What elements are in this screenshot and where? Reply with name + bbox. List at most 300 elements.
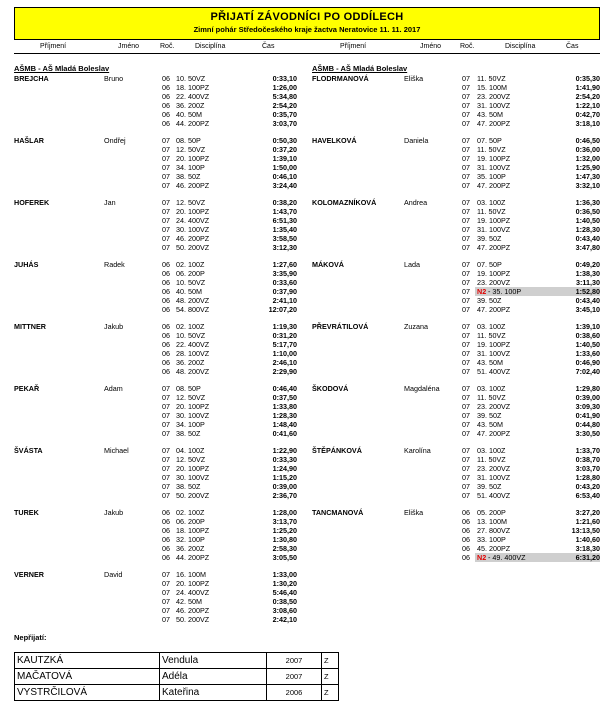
rejected-table: [14, 652, 339, 701]
n2-flag: N2: [477, 287, 487, 296]
col-year-left: Roč.: [160, 43, 175, 50]
entry-year: 07: [162, 207, 170, 216]
entry-discipline: 12. 50VZ: [176, 455, 206, 464]
rejected-surname: VYSTRČILOVÁ: [15, 685, 160, 701]
entry-row: [14, 145, 297, 154]
entry-time: 0:39,00: [575, 393, 600, 402]
entry-row: [312, 163, 600, 172]
page-subtitle: Zimní pohár Středočeského kraje žactva Neratovice 11. 11. 2017: [193, 25, 421, 34]
entry-discipline: 06. 200P: [176, 517, 205, 526]
entry-row: [14, 606, 297, 615]
entry-year: 07: [162, 420, 170, 429]
entry-discipline: 22. 400VZ: [176, 92, 210, 101]
entry-row: [312, 455, 600, 464]
entry-year: 07: [162, 411, 170, 420]
entry-row: [14, 207, 297, 216]
entry-year: 07: [462, 464, 470, 473]
entry-time: 0:35,70: [272, 110, 297, 119]
entry-row: [14, 172, 297, 181]
entry-time: 1:41,90: [575, 83, 600, 92]
entry-time: 0:36,00: [575, 145, 600, 154]
entry-discipline: 39. 50Z: [477, 296, 502, 305]
entry-time: 1:27,60: [272, 260, 297, 269]
entry-row: [14, 615, 297, 624]
entry-year: 07: [462, 163, 470, 172]
entry-row: [14, 340, 297, 349]
entry-discipline: 12. 50VZ: [176, 393, 206, 402]
rejected-gender: Z: [322, 685, 339, 701]
entry-row: [312, 367, 600, 376]
entry-year: 07: [462, 260, 470, 269]
entry-year: 07: [162, 243, 170, 252]
entry-time: 1:28,00: [272, 508, 297, 517]
entry-year: 06: [462, 553, 470, 562]
entry-discipline: 27. 800VZ: [477, 526, 511, 535]
entry-time: 13:13,50: [571, 526, 600, 535]
athlete-surname: TANCMANOVÁ: [312, 508, 364, 517]
entry-discipline: 08. 50P: [176, 136, 201, 145]
entry-row: [14, 269, 297, 278]
entry-row: [312, 260, 600, 269]
entry-discipline: 31. 100VZ: [477, 163, 511, 172]
entry-discipline: 10. 50VZ: [176, 74, 206, 83]
entry-time: 1:28,80: [575, 473, 600, 482]
entry-row: [312, 92, 600, 101]
entry-year: 07: [162, 163, 170, 172]
entry-year: 06: [162, 544, 170, 553]
title-banner: [14, 7, 600, 40]
entry-year: 07: [162, 597, 170, 606]
entry-time: 0:37,20: [272, 145, 297, 154]
entry-year: 07: [462, 154, 470, 163]
rejected-surname: MAČATOVÁ: [15, 669, 160, 685]
entry-discipline: 11. 50VZ: [477, 74, 506, 83]
entry-discipline: 34. 100P: [176, 163, 205, 172]
entry-discipline: 03. 100Z: [477, 322, 506, 331]
entry-time: 1:22,10: [575, 101, 600, 110]
entry-time: 0:38,70: [575, 455, 600, 464]
entry-row: [14, 198, 297, 207]
entry-year: 07: [462, 172, 470, 181]
entry-time: 0:44,80: [575, 420, 600, 429]
entry-year: 06: [162, 278, 170, 287]
entry-year: 06: [162, 358, 170, 367]
entry-discipline: 42. 50M: [176, 597, 202, 606]
entry-row: [14, 393, 297, 402]
entry-time: 1:10,00: [272, 349, 297, 358]
entry-row: [312, 216, 600, 225]
athlete-first-name: Jan: [104, 198, 116, 207]
entry-year: 06: [162, 508, 170, 517]
rejected-gender: Z: [322, 653, 339, 669]
entry-row: [14, 367, 297, 376]
entry-year: 07: [462, 429, 470, 438]
athlete-first-name: Adam: [104, 384, 123, 393]
entry-time: 3:11,30: [576, 278, 600, 287]
entry-year: 07: [462, 225, 470, 234]
entry-discipline: 44. 200PZ: [176, 119, 210, 128]
entry-discipline: 02. 100Z: [176, 508, 205, 517]
entry-year: 07: [462, 181, 470, 190]
athlete-first-name: Bruno: [104, 74, 124, 83]
entry-time: 1:47,30: [575, 172, 600, 181]
entry-discipline: 11. 50VZ: [477, 331, 506, 340]
entry-time: 1:40,50: [575, 340, 600, 349]
rejected-year: 2007: [267, 653, 322, 669]
entry-time: 1:24,90: [272, 464, 297, 473]
entry-row: [14, 526, 297, 535]
entry-discipline: 32. 100P: [176, 535, 205, 544]
entry-row: [312, 198, 600, 207]
athlete-surname: ŠKODOVÁ: [312, 384, 349, 393]
entry-discipline: 35. 100P: [477, 172, 506, 181]
entry-year: 07: [462, 83, 470, 92]
entry-discipline: 08. 50P: [176, 384, 201, 393]
entry-discipline: 28. 100VZ: [176, 349, 210, 358]
entry-year: 07: [462, 243, 470, 252]
entry-time: 0:43,40: [575, 296, 600, 305]
entry-year: 07: [462, 331, 470, 340]
entry-row: [312, 429, 600, 438]
entry-time: 0:46,90: [575, 358, 600, 367]
entry-discipline: 48. 200VZ: [176, 296, 210, 305]
entry-row: [14, 83, 297, 92]
entry-row: [14, 588, 297, 597]
entry-row: [312, 535, 600, 544]
entry-year: 06: [162, 340, 170, 349]
entry-time: 2:36,70: [272, 491, 297, 500]
athlete-surname: VERNER: [14, 570, 44, 579]
col-time-right: Čas: [566, 43, 579, 50]
entry-row: [312, 473, 600, 482]
entry-year: 07: [162, 198, 170, 207]
entry-time: 0:33,30: [272, 455, 297, 464]
entry-time: 3:05,50: [272, 553, 297, 562]
entry-row: [14, 482, 297, 491]
entry-year: 07: [162, 446, 170, 455]
entry-time: 0:46,10: [272, 172, 297, 181]
entry-discipline: 54. 800VZ: [176, 305, 210, 314]
entry-discipline: 31. 100VZ: [477, 225, 511, 234]
entry-year: 07: [462, 119, 470, 128]
entry-row: [14, 508, 297, 517]
entry-row: [14, 544, 297, 553]
entry-row: [14, 429, 297, 438]
entry-time: 1:38,30: [575, 269, 600, 278]
entry-discipline: 39. 50Z: [477, 234, 502, 243]
entry-year: 07: [462, 420, 470, 429]
athlete-surname: PEKAŘ: [14, 384, 40, 393]
col-surname-right: Příjmení: [340, 43, 367, 50]
entry-discipline: 18. 100PZ: [176, 83, 210, 92]
entry-year: 06: [162, 92, 170, 101]
athlete-first-name: Eliška: [404, 508, 424, 517]
entry-discipline: 51. 400VZ: [477, 367, 511, 376]
entry-time: 3:30,50: [575, 429, 600, 438]
entry-discipline: 07. 50P: [477, 136, 502, 145]
entry-time: 3:03,70: [272, 119, 297, 128]
entry-row: [312, 349, 600, 358]
rejected-title: Nepřijatí:: [14, 633, 47, 642]
entry-row: [312, 508, 600, 517]
entry-time: 0:33,60: [272, 278, 297, 287]
entry-time: 0:33,10: [272, 74, 297, 83]
entry-row: [14, 553, 297, 562]
entry-year: 07: [462, 287, 470, 296]
entry-time: 2:29,90: [272, 367, 297, 376]
entry-time: 1:32,00: [575, 154, 600, 163]
entry-year: 06: [162, 322, 170, 331]
n2-flag: N2: [477, 553, 487, 562]
entry-year: 07: [162, 172, 170, 181]
entry-discipline: 40. 50M: [176, 287, 202, 296]
header-divider: [14, 53, 600, 54]
entry-row: [14, 322, 297, 331]
athlete-surname: HAVELKOVÁ: [312, 136, 357, 145]
entry-discipline: 46. 200PZ: [176, 181, 210, 190]
entry-year: 07: [162, 579, 170, 588]
entry-year: 07: [162, 464, 170, 473]
entry-year: 07: [462, 136, 470, 145]
entry-time: 1:33,80: [272, 402, 297, 411]
athlete-surname: PŘEVRÁTILOVÁ: [312, 322, 369, 331]
entry-row: [14, 384, 297, 393]
rejected-surname: KAUTZKÁ: [15, 653, 160, 669]
entry-time: 0:31,20: [272, 331, 297, 340]
entry-time: 0:49,20: [575, 260, 600, 269]
entry-year: 06: [462, 535, 470, 544]
entry-time: 2:42,10: [272, 615, 297, 624]
entry-discipline: 30. 100VZ: [176, 411, 210, 420]
col-surname-left: Příjmení: [40, 43, 67, 50]
entry-year: 07: [462, 340, 470, 349]
entry-time: 1:35,40: [272, 225, 297, 234]
entry-time: 0:38,50: [272, 597, 297, 606]
entry-row: [14, 446, 297, 455]
entry-time: 1:22,90: [272, 446, 297, 455]
page-title: PŘIJATÍ ZÁVODNÍCI PO ODDÍLECH: [210, 11, 404, 23]
entry-year: 07: [462, 322, 470, 331]
athlete-first-name: Radek: [104, 260, 125, 269]
entry-year: 07: [162, 455, 170, 464]
entry-time: 7:02,40: [575, 367, 600, 376]
entry-time: 0:41,60: [272, 429, 297, 438]
entry-row: [312, 225, 600, 234]
entry-row: [312, 207, 600, 216]
entry-time: 3:13,70: [272, 517, 297, 526]
rejected-name: Adéla: [160, 669, 267, 685]
entry-discipline: 51. 400VZ: [477, 491, 511, 500]
entry-discipline: 43. 50M: [477, 358, 503, 367]
entry-row: [14, 570, 297, 579]
entry-discipline: 38. 50Z: [176, 429, 201, 438]
entry-time: 5:34,80: [272, 92, 297, 101]
entry-year: 07: [162, 482, 170, 491]
col-year-right: Roč.: [460, 43, 475, 50]
entry-discipline: 36. 200Z: [176, 101, 205, 110]
entry-row: [312, 305, 600, 314]
entry-year: 07: [462, 207, 470, 216]
entry-row: [14, 110, 297, 119]
entry-discipline: 10. 50VZ: [176, 278, 206, 287]
entry-row: [312, 110, 600, 119]
entry-year: 07: [462, 482, 470, 491]
entry-discipline: 20. 100PZ: [176, 464, 210, 473]
entry-row: [312, 544, 600, 553]
entry-row: [312, 136, 600, 145]
entry-time: 3:27,20: [575, 508, 600, 517]
entry-row: [14, 287, 297, 296]
athlete-surname: BREJCHA: [14, 74, 49, 83]
entry-discipline: 30. 100VZ: [176, 473, 210, 482]
entry-time: 1:33,00: [272, 570, 297, 579]
entry-time: 1:19,30: [272, 322, 297, 331]
entry-time: 2:41,10: [272, 296, 297, 305]
entry-row: [14, 473, 297, 482]
entry-year: 07: [162, 181, 170, 190]
athlete-first-name: Lada: [404, 260, 420, 269]
entry-discipline: 23. 200VZ: [477, 402, 511, 411]
entry-row: [14, 136, 297, 145]
entry-time: 0:39,00: [272, 482, 297, 491]
entry-time: 1:33,70: [575, 446, 600, 455]
entry-row: [14, 455, 297, 464]
col-discipline-left: Disciplína: [195, 43, 226, 50]
entry-time: 1:36,30: [575, 198, 600, 207]
entry-time: 1:21,60: [575, 517, 600, 526]
entry-time: 0:35,30: [575, 74, 600, 83]
col-time-left: Čas: [262, 43, 275, 50]
rejected-row: [15, 685, 339, 701]
entry-discipline: 11. 50VZ: [477, 207, 506, 216]
entry-row: [14, 491, 297, 500]
entry-row: [14, 296, 297, 305]
entry-time: 3:24,40: [272, 181, 297, 190]
entry-time: 0:38,20: [272, 198, 297, 207]
entry-row: [312, 491, 600, 500]
entry-time: 0:46,50: [575, 136, 600, 145]
entry-discipline: 03. 100Z: [477, 446, 506, 455]
entry-time: 3:45,10: [575, 305, 600, 314]
athlete-first-name: Karolína: [404, 446, 431, 455]
entry-discipline: 39. 50Z: [477, 411, 502, 420]
entry-time: 0:41,90: [575, 411, 600, 420]
entry-row: [14, 420, 297, 429]
entry-discipline: 39. 50Z: [477, 482, 502, 491]
entry-discipline: 05. 200P: [477, 508, 506, 517]
entry-row: [14, 597, 297, 606]
entry-row: [14, 92, 297, 101]
entry-discipline: 16. 100M: [176, 570, 206, 579]
entry-discipline: 50. 200VZ: [176, 243, 210, 252]
entry-time: 1:52,80: [575, 287, 600, 296]
entry-discipline: 23. 200VZ: [477, 278, 511, 287]
entry-time: 3:47,80: [575, 243, 600, 252]
entry-row: [14, 464, 297, 473]
entry-row: [312, 331, 600, 340]
entry-discipline: 34. 100P: [176, 420, 205, 429]
athlete-first-name: Eliška: [404, 74, 424, 83]
entry-time: 3:32,10: [575, 181, 600, 190]
entry-time: 2:46,10: [272, 358, 297, 367]
entry-year: 06: [462, 508, 470, 517]
entry-year: 07: [462, 234, 470, 243]
entry-year: 06: [162, 83, 170, 92]
entry-time: 3:12,30: [272, 243, 297, 252]
entry-year: 06: [162, 110, 170, 119]
entry-time: 1:40,50: [575, 216, 600, 225]
athlete-surname: MITTNER: [14, 322, 46, 331]
entry-year: 07: [162, 234, 170, 243]
entry-year: 07: [162, 570, 170, 579]
entry-discipline: 47. 200PZ: [477, 181, 511, 190]
entry-year: 06: [162, 331, 170, 340]
entry-year: 06: [162, 526, 170, 535]
entry-year: 06: [462, 544, 470, 553]
athlete-surname: ŠTĚPÁNKOVÁ: [312, 446, 362, 455]
athlete-surname: FLODRMANOVÁ: [312, 74, 369, 83]
entry-discipline: 43. 50M: [477, 420, 503, 429]
entry-year: 07: [162, 145, 170, 154]
entry-year: 07: [462, 74, 470, 83]
entry-year: 06: [162, 296, 170, 305]
entry-time: 1:25,20: [272, 526, 297, 535]
entry-discipline: 40. 50M: [176, 110, 202, 119]
col-name-left: Jméno: [118, 43, 140, 50]
entry-year: 07: [462, 367, 470, 376]
entry-row: [14, 305, 297, 314]
entry-year: 07: [462, 446, 470, 455]
entry-discipline: 47. 200PZ: [477, 243, 511, 252]
entry-discipline: 33. 100P: [477, 535, 506, 544]
athlete-first-name: Ondřej: [104, 136, 126, 145]
entry-year: 06: [462, 526, 470, 535]
rejected-year: 2006: [267, 685, 322, 701]
entry-discipline: 38. 50Z: [176, 482, 201, 491]
entry-time: 0:36,50: [575, 207, 600, 216]
entry-year: 07: [462, 455, 470, 464]
entry-time: 1:33,60: [575, 349, 600, 358]
athlete-surname: TUREK: [14, 508, 39, 517]
entry-row: [14, 101, 297, 110]
entry-row: [312, 83, 600, 92]
entry-time: 0:38,60: [575, 331, 600, 340]
entry-discipline: 36. 200Z: [176, 358, 205, 367]
entry-time: 0:46,40: [272, 384, 297, 393]
entry-discipline: 12. 50VZ: [176, 145, 206, 154]
entry-row: [312, 119, 600, 128]
entry-discipline: 11. 50VZ: [477, 455, 506, 464]
entry-time: 1:28,30: [272, 411, 297, 420]
entry-row: [312, 181, 600, 190]
entry-row: [14, 535, 297, 544]
entry-year: 07: [462, 216, 470, 225]
entry-discipline: 47. 200PZ: [477, 429, 511, 438]
athlete-first-name: Jakub: [104, 508, 124, 517]
entry-row: [312, 446, 600, 455]
entry-year: 07: [162, 491, 170, 500]
entry-discipline: 19. 100PZ: [477, 154, 511, 163]
entry-time: 0:50,30: [272, 136, 297, 145]
entry-discipline: 50. 200VZ: [176, 615, 210, 624]
entry-year: 07: [462, 110, 470, 119]
entry-time: 1:48,40: [272, 420, 297, 429]
entry-discipline: 11. 50VZ: [477, 145, 506, 154]
entry-year: 06: [162, 517, 170, 526]
entry-discipline: 19. 100PZ: [477, 216, 511, 225]
entry-discipline: - 35. 100P: [488, 287, 522, 296]
entry-year: 07: [462, 278, 470, 287]
